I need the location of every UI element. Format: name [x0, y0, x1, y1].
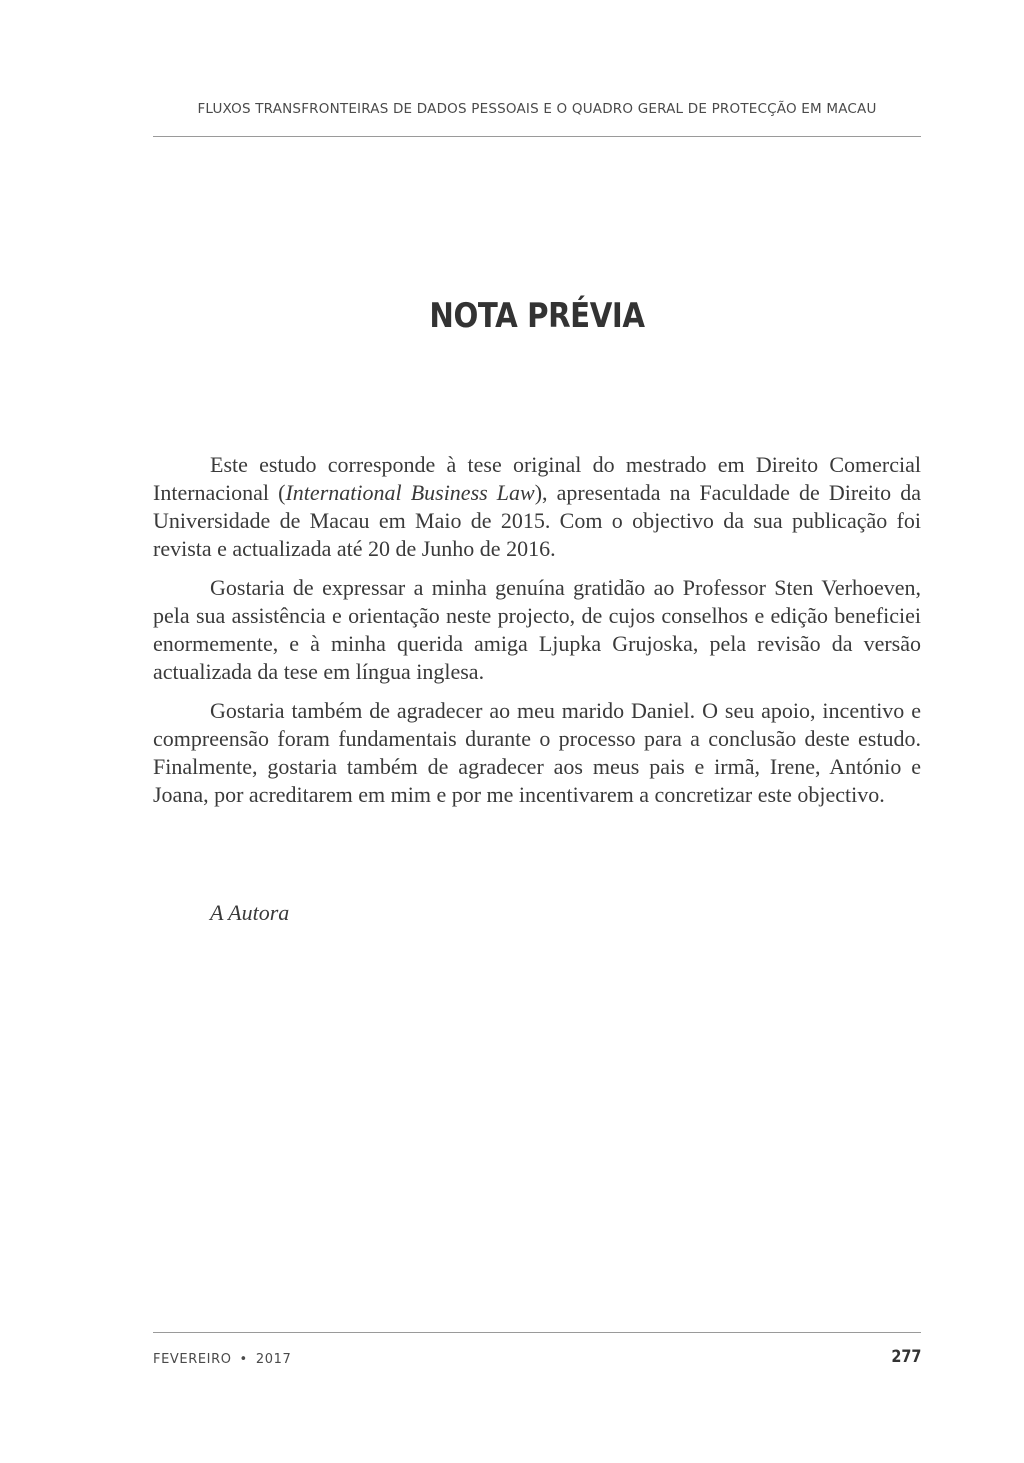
paragraph-1-text-b: ), apresentada na Faculdade de Direito da Universidade de Macau em Maio de 2015. Com o objectivo da sua publicação foi revista e actualizada até 20 de Junho de 2016. — [153, 480, 922, 561]
paragraph-1-text-a: Este estudo corresponde à tese original do mestrado em Direito Comercial Internacional ( — [153, 452, 921, 505]
paragraph-1 — [153, 451, 921, 563]
running-header: FLUXOS TRANSFRONTEIRAS DE DADOS PESSOAIS E O QUADRO GERAL DE PROTECÇÃO EM MACAU — [197, 101, 877, 117]
body-text — [153, 451, 921, 820]
header-divider — [153, 136, 921, 137]
footer-divider — [153, 1332, 921, 1333]
paragraph-3: Gostaria também de agradecer ao meu marido Daniel. O seu apoio, incentivo e compreensão foram fundamentais durante o processo para a conclusão deste estudo. Finalmente, gostaria também de agradecer aos meus pais e irmã, Irene, António e Joana, por acreditarem em mim e por me incentivarem a concretizar este objectivo. — [153, 698, 921, 807]
footer-year: 2017 — [255, 1352, 292, 1367]
signature: A Autora — [210, 900, 290, 925]
footer-month: FEVEREIRO — [153, 1352, 232, 1367]
page-title: NOTA PRÉVIA — [429, 296, 645, 336]
paragraph-2: Gostaria de expressar a minha genuína gratidão ao Professor Sten Verhoeven, pela sua assistência e orientação neste projecto, de cujos conselhos e edição beneficiei enormemente, e à minha querida amiga Ljupka Grujoska, pela revisão da versão actualizada da tese em língua inglesa. — [153, 575, 921, 684]
footer-separator: • — [239, 1352, 248, 1367]
paragraph-1-italic-term: International Business Law — [285, 480, 535, 505]
page-number: 277 — [890, 1347, 921, 1367]
footer-date — [153, 1352, 291, 1367]
